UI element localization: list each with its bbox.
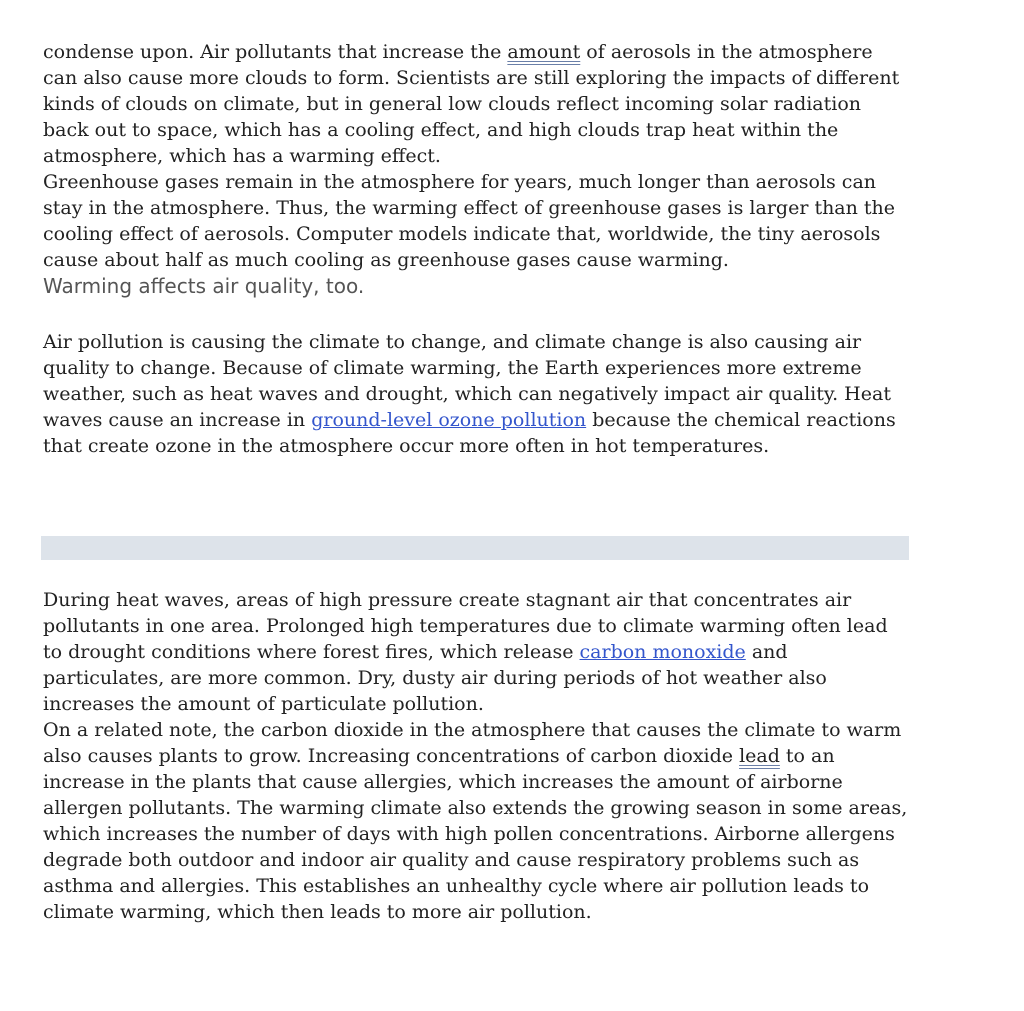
paragraph-text: Air pollution is causing the climate to change, and climate change is also causing air quality to change. Because of climate warming, the Earth experiences more extreme weather, such as heat waves and drought, which can negatively impact air quality. Heat waves cause an increase in	[43, 331, 891, 431]
section-divider-band	[41, 536, 909, 560]
section-heading: Warming affects air quality, too.	[43, 274, 365, 298]
paragraph-text: to an increase in the plants that cause allergies, which increases the amount of airborne allergen pollutants. The warming climate also extends the growing season in some areas, which increases the number of days with high pollen concentrations. Airborne allergens degrade both outdoor and indoor air quality and cause respiratory problems such as asthma and allergies. This establishes an unhealthy cycle where air pollution leads to climate warming, which then leads to more air pollution.	[43, 745, 908, 923]
carbon-monoxide-link[interactable]: carbon monoxide	[579, 641, 746, 663]
proofing-mark[interactable]: lead	[739, 745, 780, 767]
paragraph-aerosol-clouds	[43, 39, 909, 169]
document-body	[43, 39, 909, 459]
document-body-lower	[43, 587, 909, 925]
paragraph-climate-air-quality	[43, 329, 909, 459]
paragraph-text: because the chemical reactions that create ozone in the atmosphere occur more often in hot temperatures.	[43, 409, 896, 457]
paragraph-text: During heat waves, areas of high pressure create stagnant air that concentrates air pollutants in one area. Prolonged high temperatures due to climate warming often lead to drought conditions where forest fires, which release	[43, 589, 888, 663]
paragraph-greenhouse-gases: Greenhouse gases remain in the atmosphere for years, much longer than aerosols can stay in the atmosphere. Thus, the warming effect of greenhouse gases is larger than the cooling effect of aerosols. Computer models indicate that, worldwide, the tiny aerosols cause about half as much cooling as greenhouse gases cause warming.	[43, 171, 896, 271]
paragraph-allergens	[43, 717, 909, 925]
proofing-mark[interactable]: amount	[507, 41, 581, 63]
ozone-pollution-link[interactable]: ground-level ozone pollution	[311, 409, 587, 431]
paragraph-text: and particulates, are more common. Dry, dusty air during periods of hot weather also increases the amount of particulate pollution.	[43, 641, 827, 715]
paragraph-text: On a related note, the carbon dioxide in the atmosphere that causes the climate to warm also causes plants to grow. Increasing concentrations of carbon dioxide	[43, 719, 902, 767]
paragraph-heat-waves	[43, 587, 909, 717]
paragraph-text: of aerosols in the atmosphere can also cause more clouds to form. Scientists are still exploring the impacts of different kinds of clouds on climate, but in general low clouds reflect incoming solar radiation back out to space, which has a cooling effect, and high clouds trap heat within the atmosphere, which has a warming effect.	[43, 41, 900, 167]
paragraph-text: condense upon. Air pollutants that increase the	[43, 41, 508, 63]
